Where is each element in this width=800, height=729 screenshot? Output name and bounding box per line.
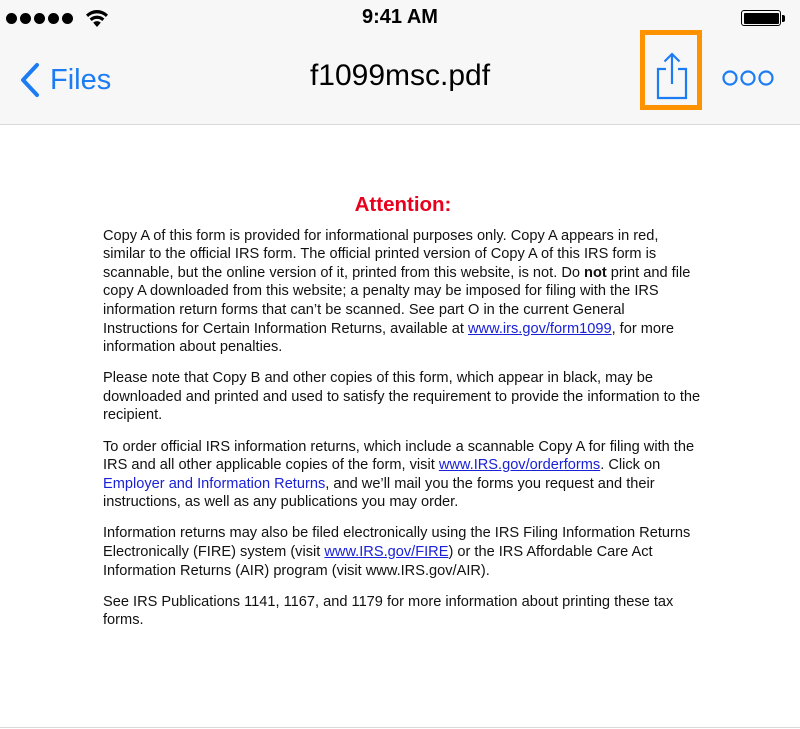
paragraph-order-forms: To order official IRS information returns, which include a scannable Copy A for filing with the IRS and all other applicable copies of the form, visit www.IRS.gov/orderforms. Click on Employer and Information Returns, and we’ll mail you the forms you request and their instructions, as well as any publications you may order. <box>103 438 695 511</box>
back-button[interactable] <box>20 58 111 102</box>
more-icon <box>722 68 774 88</box>
employer-returns-link[interactable]: Employer and Information Returns <box>103 475 326 492</box>
status-time: 9:41 AM <box>362 6 438 28</box>
chevron-left-icon <box>20 62 40 98</box>
paragraph-copy-b: Please note that Copy B and other copies of this form, which appear in black, may be downloaded and printed and used to satisfy the requirement to provide the information to the recipient. <box>103 370 701 424</box>
orderforms-link[interactable]: www.IRS.gov/orderforms <box>438 457 601 474</box>
share-button[interactable] <box>653 50 691 102</box>
page-title: f1099msc.pdf <box>309 59 491 92</box>
fire-link[interactable]: www.IRS.gov/FIRE <box>324 544 449 560</box>
paragraph-publications: See IRS Publications 1141, 1167, and 1179 for more information about printing these tax forms. <box>103 593 674 629</box>
form1099-link[interactable]: www.irs.gov/form1099 <box>468 320 612 337</box>
document-heading: Attention: <box>354 193 452 216</box>
battery-icon <box>741 10 785 27</box>
bottom-divider <box>0 727 800 728</box>
navigation-bar <box>0 0 800 125</box>
paragraph-fire: Information returns may also be filed electronically using the IRS Filing Information Returns Electronically (FIRE) system (visit www.IRS.gov/FIRE) or the IRS Affordable Care Act Information Returns (AIR) program (visit www.IRS.gov/AIR). <box>103 525 691 579</box>
back-button-label: Files <box>50 63 112 96</box>
share-icon <box>653 50 691 102</box>
more-button[interactable] <box>722 68 774 88</box>
paragraph-copy-a: Copy A of this form is provided for informational purposes only. Copy A appears in red, similar to the official IRS form. The official printed version of Copy A of this IRS form is scannable, but the online version of it, printed from this website, is not. Do not print and file copy A downloaded from this website; a penalty may be imposed for filing with the IRS information return forms that can’t be scanned. See part O in the current General Instructions for Certain Information Returns, available at www.irs.gov/form1099, for more information about penalties. <box>103 227 691 356</box>
pdf-document <box>103 193 703 642</box>
